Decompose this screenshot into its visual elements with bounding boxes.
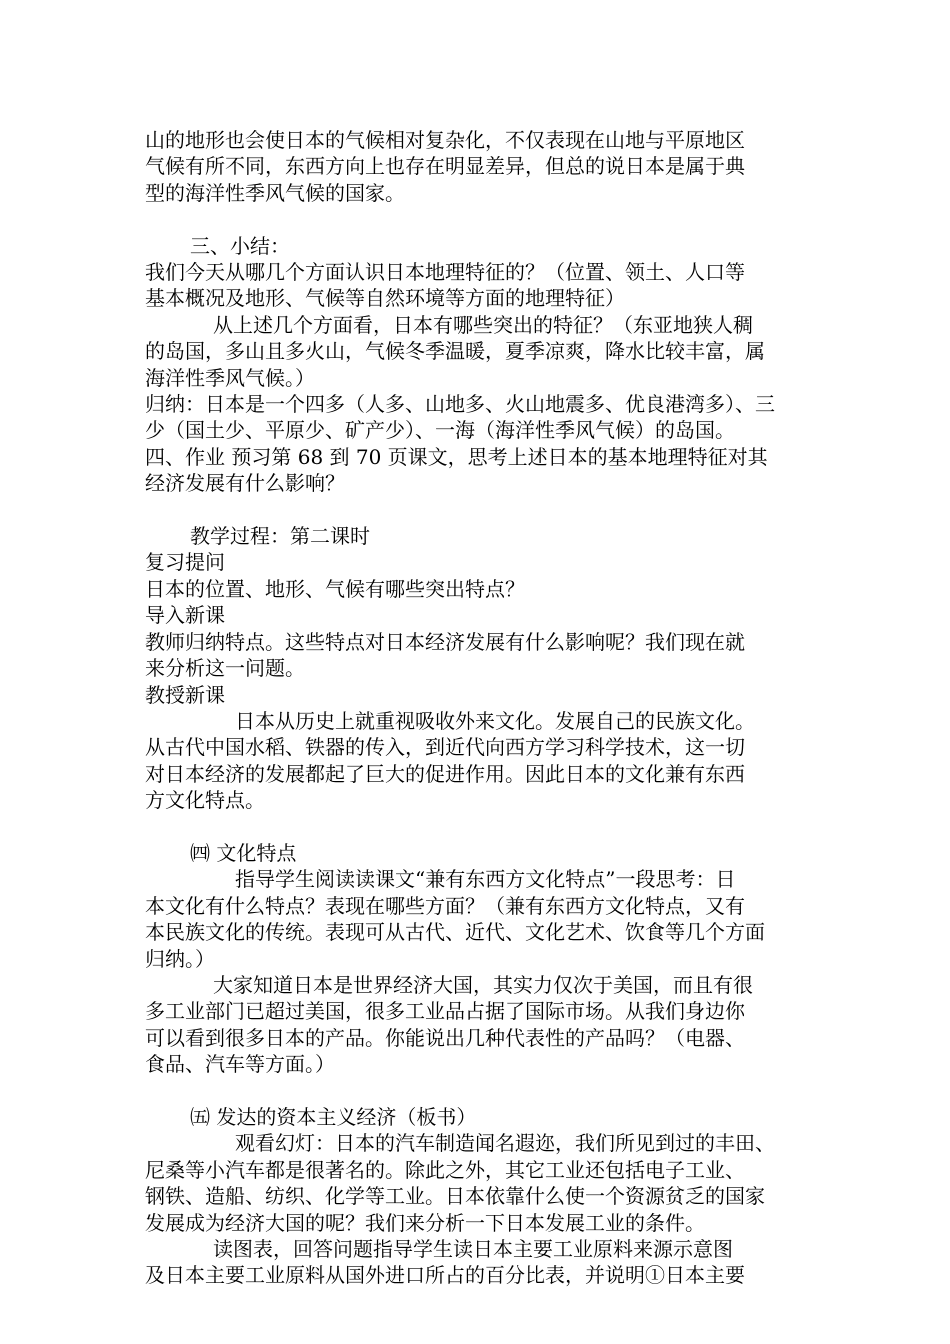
- blank-line: [145, 814, 820, 840]
- blank-line: [145, 206, 820, 232]
- text-line: 归纳：日本是一个四多（人多、山地多、火山地震多、优良港湾多）、三: [145, 392, 775, 417]
- text-line: 山的地形也会使日本的气候相对复杂化，不仅表现在山地与平原地区: [145, 128, 745, 152]
- section-heading: 三、小结：: [190, 233, 290, 258]
- text-line: 气候有所不同，东西方向上也存在明显差异，但总的说日本是属于典: [145, 154, 745, 179]
- text-line: 来分析这一问题。: [145, 656, 305, 681]
- text-line: 读图表，回答问题指导学生读日本主要工业原料来源示意图: [213, 1237, 733, 1261]
- section-heading: ㈤ 发达的资本主义经济（板书）: [190, 1104, 477, 1129]
- text-line: 海洋性季风气候。）: [145, 365, 315, 390]
- text-line: 导入新课: [145, 603, 225, 628]
- text-line: 多工业部门已超过美国，很多工业品占据了国际市场。从我们身边你: [145, 999, 745, 1024]
- text-line: 基本概况及地形、气候等自然环境等方面的地理特征）: [145, 286, 625, 311]
- text-line: 对日本经济的发展都起了巨大的促进作用。因此日本的文化兼有东西: [145, 761, 745, 786]
- text-line: 观看幻灯：日本的汽车制造闻名遐迩，我们所见到过的丰田、: [235, 1131, 775, 1156]
- text-line: 归纳。）: [145, 946, 215, 971]
- section-heading: 教学过程：第二课时: [190, 524, 370, 549]
- text-line: 日本从历史上就重视吸收外来文化。发展自己的民族文化。: [235, 708, 755, 733]
- blank-line: [145, 1078, 820, 1104]
- text-line: 可以看到很多日本的产品。你能说出几种代表性的产品吗？（电器、: [145, 1025, 745, 1050]
- text-line: 教师归纳特点。这些特点对日本经济发展有什么影响呢？我们现在就: [145, 629, 745, 654]
- text-line: 少（国土少、平原少、矿产少）、一海（海洋性季风气候）的岛国。: [145, 418, 735, 443]
- text-line: 钢铁、造船、纺织、化学等工业。日本依靠什么使一个资源贫乏的国家: [145, 1184, 765, 1209]
- text-line: 型的海洋性季风气候的国家。: [145, 180, 405, 205]
- text-line: 从上述几个方面看，日本有哪些突出的特征？（东亚地狭人稠: [213, 312, 753, 337]
- text-line: 日本的位置、地形、气候有哪些突出特点？: [145, 576, 525, 601]
- text-line: 从古代中国水稻、铁器的传入，到近代向西方学习科学技术，这一切: [145, 735, 745, 760]
- text-line: 尼桑等小汽车都是很著名的。除此之外，其它工业还包括电子工业、: [145, 1157, 745, 1182]
- text-line: 发展成为经济大国的呢？我们来分析一下日本发展工业的条件。: [145, 1210, 705, 1235]
- text-line: 本民族文化的传统。表现可从古代、近代、文化艺术、饮食等几个方面: [145, 920, 765, 945]
- text-line: 指导学生阅读读课文“兼有东西方文化特点”一段思考：日: [235, 867, 736, 892]
- text-line: 食品、汽车等方面。）: [145, 1052, 335, 1077]
- text-line: 大家知道日本是世界经济大国，其实力仅次于美国，而且有很: [213, 972, 753, 997]
- text-line: 的岛国，多山且多火山，气候冬季温暖，夏季凉爽，降水比较丰富，属: [145, 339, 765, 364]
- text-line: 复习提问: [145, 550, 225, 575]
- text-line: 我们今天从哪几个方面认识日本地理特征的？（位置、领土、人口等: [145, 260, 745, 285]
- text-line: 经济发展有什么影响？: [145, 471, 345, 496]
- text-line: 方文化特点。: [145, 788, 265, 813]
- text-line: 及日本主要工业原料从国外进口所占的百分比表，并说明①日本主要: [145, 1263, 745, 1288]
- text-line: 本文化有什么特点？表现在哪些方面？（兼有东西方文化特点，又有: [145, 893, 745, 918]
- section-heading: ㈣ 文化特点: [190, 840, 297, 865]
- blank-line: [145, 497, 820, 523]
- text-line: 教授新课: [145, 682, 225, 707]
- text-line: 四、作业 预习第 68 到 70 页课文，思考上述日本的基本地理特征对其: [145, 444, 768, 469]
- body-text: [145, 127, 820, 1289]
